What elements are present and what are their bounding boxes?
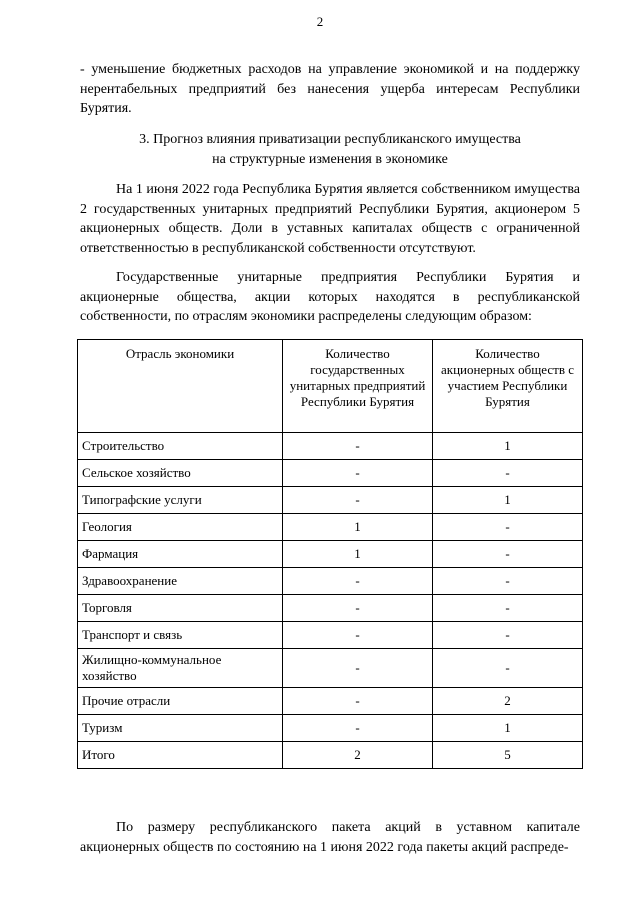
section-heading-line-1: 3. Прогноз влияния приватизации республиканского имущества: [139, 132, 521, 147]
sector-cell: Фармация: [78, 541, 283, 568]
paragraph-share-distribution: По размеру республиканского пакета акций в уставном капитале акционерных обществ по состоянию на 1 июня 2022 года пакеты акций распреде-: [80, 820, 580, 855]
joint-stock-cell: -: [433, 595, 583, 622]
table-row: [78, 595, 583, 622]
joint-stock-cell: -: [433, 568, 583, 595]
unitary-cell: -: [283, 433, 433, 460]
table-total-row: [78, 742, 583, 769]
table-row: [78, 622, 583, 649]
table-header-row: [78, 340, 583, 433]
paragraph-distribution: Государственные унитарные предприятия Республики Бурятия и акционерные общества, акции которых находятся в республиканской собственности, по отраслям экономики распределены следующим образом:: [80, 270, 580, 324]
unitary-cell: -: [283, 688, 433, 715]
sector-cell: Транспорт и связь: [78, 622, 283, 649]
header-sector: Отрасль экономики: [78, 340, 283, 433]
joint-stock-cell: 1: [433, 487, 583, 514]
joint-stock-cell: -: [433, 514, 583, 541]
unitary-cell: 2: [283, 742, 433, 769]
header-joint-stock-count: Количество акционерных обществ с участием Республики Бурятия: [433, 340, 583, 433]
table-row: [78, 460, 583, 487]
joint-stock-cell: 1: [433, 715, 583, 742]
sector-cell: Строительство: [78, 433, 283, 460]
unitary-cell: -: [283, 568, 433, 595]
sector-cell: Прочие отрасли: [78, 688, 283, 715]
joint-stock-cell: 2: [433, 688, 583, 715]
sector-cell: Геология: [78, 514, 283, 541]
sector-cell: Итого: [78, 742, 283, 769]
joint-stock-cell: -: [433, 649, 583, 688]
table-row: [78, 541, 583, 568]
unitary-cell: -: [283, 595, 433, 622]
table-row: [78, 649, 583, 688]
table-row: [78, 688, 583, 715]
joint-stock-cell: 1: [433, 433, 583, 460]
paragraph-ownership: На 1 июня 2022 года Республика Бурятия является собственником имущества 2 государственных унитарных предприятий Республики Бурятия, акционером 5 акционерных обществ. Доли в уставных капиталах обществ с ограниченной ответственностью в республиканской собственности отсутствуют.: [80, 182, 580, 256]
sector-cell: Сельское хозяйство: [78, 460, 283, 487]
table-row: [78, 433, 583, 460]
sector-cell: Туризм: [78, 715, 283, 742]
unitary-cell: -: [283, 460, 433, 487]
sector-cell: Жилищно-коммунальное хозяйство: [78, 649, 283, 688]
joint-stock-cell: -: [433, 622, 583, 649]
unitary-cell: 1: [283, 514, 433, 541]
intro-paragraph: - уменьшение бюджетных расходов на управление экономикой и на поддержку нерентабельных предприятий без нанесения ущерба интересам Республики Бурятия.: [80, 62, 580, 116]
table-row: [78, 568, 583, 595]
sector-table: [77, 339, 583, 769]
unitary-cell: -: [283, 715, 433, 742]
unitary-cell: -: [283, 649, 433, 688]
sector-cell: Торговля: [78, 595, 283, 622]
unitary-cell: -: [283, 622, 433, 649]
sector-cell: Типографские услуги: [78, 487, 283, 514]
header-unitary-count: Количество государственных унитарных предприятий Республики Бурятия: [283, 340, 433, 433]
page-number: 2: [316, 14, 324, 29]
joint-stock-cell: -: [433, 541, 583, 568]
joint-stock-cell: 5: [433, 742, 583, 769]
table-row: [78, 487, 583, 514]
table-row: [78, 715, 583, 742]
table-row: [78, 514, 583, 541]
section-heading: [80, 130, 580, 169]
joint-stock-cell: -: [433, 460, 583, 487]
section-heading-line-2: на структурные изменения в экономике: [212, 151, 448, 167]
sector-cell: Здравоохранение: [78, 568, 283, 595]
unitary-cell: 1: [283, 541, 433, 568]
unitary-cell: -: [283, 487, 433, 514]
